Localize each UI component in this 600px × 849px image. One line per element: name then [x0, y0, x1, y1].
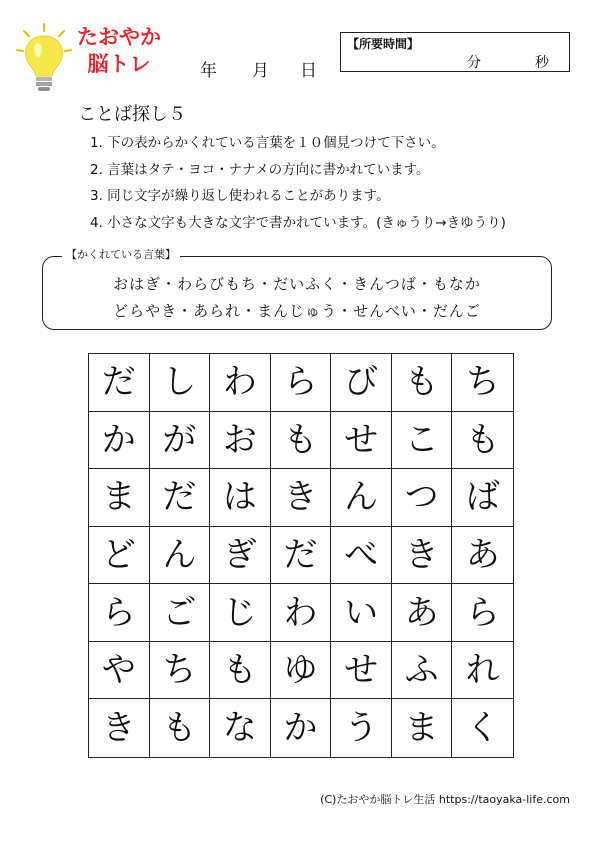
logo-title — [74, 24, 164, 78]
grid-cell[interactable]: か — [271, 699, 332, 757]
grid-cell[interactable]: つ — [392, 469, 453, 527]
grid-cell[interactable]: ま — [392, 699, 453, 757]
grid-cell[interactable]: せ — [331, 642, 392, 700]
grid-cell[interactable]: べ — [331, 527, 392, 585]
hidden-words-box — [42, 256, 552, 330]
grid-cell[interactable]: じ — [210, 584, 271, 642]
hidden-words-line-1: おはぎ・わらびもち・だいふく・きんつば・もなか — [113, 275, 481, 293]
hidden-words-line-2: どらやき・あられ・まんじゅう・せんべい・だんご — [113, 302, 481, 320]
site-logo — [14, 22, 184, 102]
logo-line-1: たおやか — [77, 25, 161, 49]
page-title: ことば探し５ — [78, 104, 186, 125]
minutes-label: 分 — [467, 55, 481, 71]
footer-credit: (C)たおやか脳トレ生活 https://taoyaka-life.com — [320, 793, 570, 806]
grid-cell[interactable]: ら — [271, 354, 332, 412]
grid-cell[interactable]: れ — [452, 642, 513, 700]
grid-cell[interactable]: ば — [452, 469, 513, 527]
grid-cell[interactable]: あ — [392, 584, 453, 642]
grid-cell[interactable]: う — [331, 699, 392, 757]
grid-cell[interactable]: び — [331, 354, 392, 412]
grid-cell[interactable]: ら — [452, 584, 513, 642]
grid-cell[interactable]: か — [89, 412, 150, 470]
word-search-grid — [88, 353, 514, 758]
grid-cell[interactable]: き — [89, 699, 150, 757]
grid-cell[interactable]: だ — [150, 469, 211, 527]
grid-cell[interactable]: ら — [89, 584, 150, 642]
grid-cell[interactable]: ち — [150, 642, 211, 700]
grid-cell[interactable]: い — [331, 584, 392, 642]
grid-cell[interactable]: し — [150, 354, 211, 412]
grid-cell[interactable]: ん — [331, 469, 392, 527]
grid-cell[interactable]: ぎ — [210, 527, 271, 585]
lightbulb-icon — [14, 22, 76, 98]
hidden-words-label: 【かくれている言葉】 — [62, 246, 180, 262]
grid-cell[interactable]: な — [210, 699, 271, 757]
grid-cell[interactable]: だ — [89, 354, 150, 412]
grid-cell[interactable]: や — [89, 642, 150, 700]
grid-cell[interactable]: あ — [452, 527, 513, 585]
instructions-list — [90, 130, 506, 236]
grid-cell[interactable]: も — [271, 412, 332, 470]
instruction-item: 4. 小さな文字も大きな文字で書かれています。(きゅうり→きゆうり) — [90, 214, 506, 231]
grid-cell[interactable]: は — [210, 469, 271, 527]
grid-cell[interactable]: も — [210, 642, 271, 700]
instruction-item: 2. 言葉はタテ・ヨコ・ナナメの方向に書かれています。 — [90, 161, 430, 178]
instruction-item: 1. 下の表からかくれている言葉を１０個見つけて下さい。 — [90, 135, 445, 151]
grid-cell[interactable]: せ — [331, 412, 392, 470]
time-box — [340, 32, 570, 72]
day-label: 日 — [300, 61, 317, 81]
year-label: 年 — [200, 61, 217, 81]
grid-cell[interactable]: ゆ — [271, 642, 332, 700]
grid-cell[interactable]: も — [452, 412, 513, 470]
grid-cell[interactable]: お — [210, 412, 271, 470]
grid-cell[interactable]: ん — [150, 527, 211, 585]
grid-cell[interactable]: く — [465, 708, 500, 749]
grid-cell[interactable]: も — [150, 699, 211, 757]
grid-cell[interactable]: き — [271, 469, 332, 527]
grid-cell[interactable]: こ — [392, 412, 453, 470]
grid-cell[interactable]: ち — [452, 354, 513, 412]
grid-cell[interactable]: ど — [89, 527, 150, 585]
grid-cell[interactable]: わ — [210, 354, 271, 412]
seconds-label: 秒 — [535, 55, 549, 71]
grid-cell[interactable]: が — [150, 412, 211, 470]
grid-cell[interactable]: き — [392, 527, 453, 585]
month-label: 月 — [252, 61, 269, 81]
grid-cell[interactable]: も — [392, 354, 453, 412]
logo-line-2: 脳トレ — [87, 52, 151, 76]
grid-cell[interactable]: わ — [271, 584, 332, 642]
instruction-item: 3. 同じ文字が繰り返し使われることがあります。 — [90, 188, 390, 204]
grid-cell[interactable]: ご — [150, 584, 211, 642]
grid-cell[interactable]: だ — [271, 527, 332, 585]
grid-cell[interactable]: ふ — [392, 642, 453, 700]
time-label: 【所要時間】 — [347, 37, 420, 51]
grid-cell[interactable]: ま — [89, 469, 150, 527]
